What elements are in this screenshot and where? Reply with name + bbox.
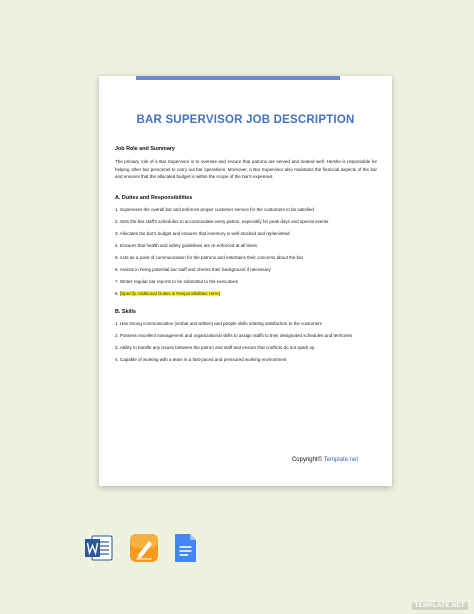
list-item-placeholder <box>115 291 377 297</box>
copyright-prefix: Copyright <box>291 457 318 463</box>
pages-icon[interactable] <box>129 533 157 563</box>
list-item: 4. Capable of working with a team in a fast-paced and pressured working environment <box>115 357 287 363</box>
duties-list <box>115 207 377 297</box>
document-title: BAR SUPERVISOR JOB DESCRIPTION <box>136 114 355 126</box>
skills-heading: B. Skills <box>115 309 136 316</box>
list-number: 8. <box>115 290 121 296</box>
google-docs-icon[interactable] <box>172 533 200 563</box>
list-item: 3. Allocates the bar's budget and ensures that inventory is well-stocked and replenished <box>115 230 290 236</box>
list-item: 2. Sets the bar staff's schedules to accommodate every patron, especially for peak days and special events <box>115 218 329 224</box>
duties-heading: A. Duties and Responsibilities <box>115 194 193 201</box>
role-summary: The primary role of a Bar Supervisor is to oversee and ensure that patrons are served and treated well. He/she is responsible for helping other bar personnel to carry out bar operations. Moreover, a Bar Supervisor also maintains the financial aspects of the bar and ensures that the allocated budget is within the scope of the bar's expenses. <box>115 159 377 180</box>
skills-list <box>115 321 377 363</box>
document-body <box>115 146 377 369</box>
list-item: 5. Acts as a point of communication for the patrons and entertains their concerns about the bar <box>115 254 304 260</box>
watermark: TEMPLATE.NET <box>412 602 468 610</box>
list-item: 6. Assists in hiring potential bar staff and checks their background if necessary <box>115 266 271 272</box>
list-item: 1. Supervises the overall bar and enforces proper customer service for the customers to be satisfied <box>115 206 314 212</box>
document-page <box>99 76 392 486</box>
copyright-symbol: © <box>317 457 323 463</box>
role-heading: Job Role and Summary <box>115 146 175 152</box>
list-item: 4. Ensures that health and safety guidelines are re-enforced at all times <box>115 242 258 248</box>
copyright-site-link[interactable]: Template.net <box>322 457 358 463</box>
word-icon[interactable] <box>84 533 112 563</box>
header-accent-bar <box>136 76 340 80</box>
highlighted-placeholder: [Specify Additional Duties & Responsibilities Here] <box>120 290 220 296</box>
list-item: 2. Possess excellent management and organizational skills to assign staffs to their designated schedules and territories <box>115 333 353 339</box>
list-item: 3. Ability to handle any issues between the patron and staff and ensure that conflicts do not spark up <box>115 345 315 351</box>
copyright-line <box>292 457 358 463</box>
list-item: 7. Writes regular bar reports to be submitted to the executives <box>115 278 238 284</box>
list-item: 1. Has strong communication (verbal and written) and people skills relating satisfaction to the customers <box>115 321 322 327</box>
